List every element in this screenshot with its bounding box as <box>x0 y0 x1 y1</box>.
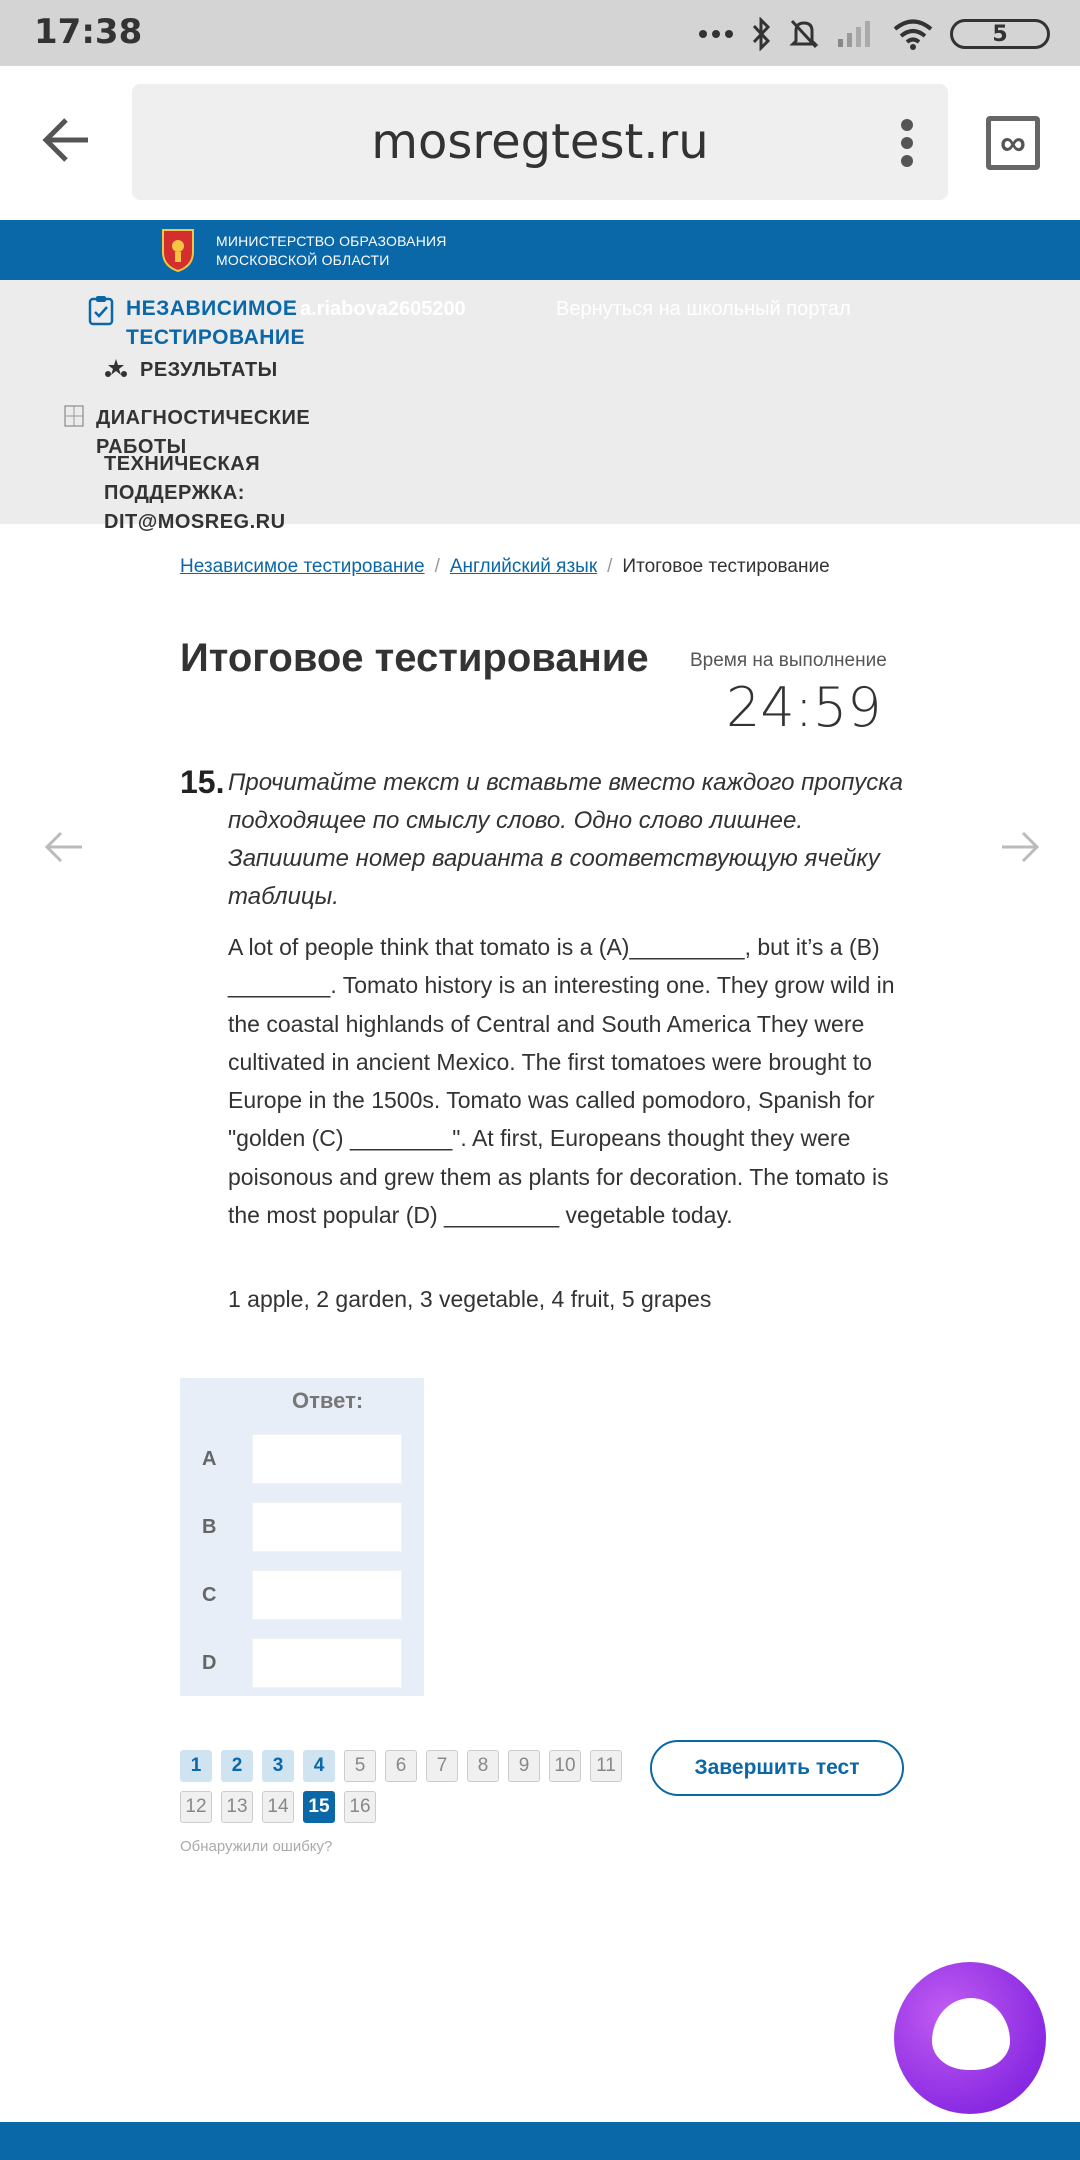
timer-label: Время на выполнение <box>690 650 887 671</box>
breadcrumb-separator: / <box>607 556 613 577</box>
report-error-link[interactable]: Обнаружили ошибку? <box>180 1838 333 1855</box>
page-button-6[interactable]: 6 <box>385 1750 417 1782</box>
answer-table <box>180 1378 424 1696</box>
page-button-15[interactable]: 15 <box>303 1791 335 1823</box>
page-button-8[interactable]: 8 <box>467 1750 499 1782</box>
answer-row <box>180 1434 424 1484</box>
voice-assistant-button[interactable] <box>894 1962 1046 2114</box>
ministry-name: МИНИСТЕРСТВО ОБРАЗОВАНИЯ МОСКОВСКОЙ ОБЛАСТИ <box>216 233 447 268</box>
address-bar[interactable] <box>132 84 948 200</box>
countdown-timer: 24:59 <box>726 676 882 739</box>
prev-question-arrow-icon[interactable] <box>44 830 84 869</box>
answer-row-label: D <box>202 1652 217 1674</box>
answer-input-a[interactable] <box>252 1434 402 1484</box>
page-button-5[interactable]: 5 <box>344 1750 376 1782</box>
nav-independent-label: НЕЗАВИСИМОЕ ТЕСТИРОВАНИЕ <box>126 297 306 349</box>
page-button-4[interactable]: 4 <box>303 1750 335 1782</box>
answer-row-label: C <box>202 1584 217 1606</box>
answer-options: 1 apple, 2 garden, 3 vegetable, 4 fruit, 5 grapes <box>228 1286 712 1312</box>
wifi-icon <box>892 18 934 50</box>
ministry-header <box>0 220 1080 280</box>
page-title: Итоговое тестирование <box>180 636 649 680</box>
page-button-13[interactable]: 13 <box>221 1791 253 1823</box>
status-icons <box>698 14 1050 54</box>
nav-independent-testing[interactable] <box>88 294 336 352</box>
nav-results-label: РЕЗУЛЬТАТЫ <box>140 359 278 381</box>
answer-row <box>180 1502 424 1552</box>
page-button-16[interactable]: 16 <box>344 1791 376 1823</box>
return-to-portal-link[interactable]: Вернуться на школьный портал <box>556 298 851 320</box>
coat-of-arms-logo <box>160 226 196 277</box>
page-button-11[interactable]: 11 <box>590 1750 622 1782</box>
kebab-menu-icon[interactable] <box>900 118 914 173</box>
tabs-counter-icon[interactable]: ∞ <box>986 116 1040 170</box>
page-button-10[interactable]: 10 <box>549 1750 581 1782</box>
page-button-2[interactable]: 2 <box>221 1750 253 1782</box>
answer-input-b[interactable] <box>252 1502 402 1552</box>
breadcrumb-current: Итоговое тестирование <box>622 556 830 577</box>
clipboard-check-icon <box>88 294 114 331</box>
browser-toolbar <box>0 66 1080 220</box>
page-button-3[interactable]: 3 <box>262 1750 294 1782</box>
next-question-arrow-icon[interactable] <box>1000 830 1040 869</box>
answer-row-label: B <box>202 1516 217 1538</box>
nav-menu-overlay <box>0 280 1080 533</box>
answer-row-label: A <box>202 1448 217 1470</box>
answer-row <box>180 1570 424 1620</box>
back-arrow-icon[interactable] <box>40 116 92 169</box>
breadcrumb <box>180 556 830 578</box>
page-button-12[interactable]: 12 <box>180 1791 212 1823</box>
page-button-7[interactable]: 7 <box>426 1750 458 1782</box>
status-bar <box>0 0 1080 66</box>
question-instruction: Прочитайте текст и вставьте вместо каждого пропуска подходящее по смыслу слово. Одно слово лишнее. Запишите номер варианта в соответствующую ячейку таблицы. <box>228 769 903 910</box>
status-time: 17:38 <box>34 12 143 52</box>
question-text: A lot of people think that tomato is a (A)_________, but it’s a (B) ________. Tomato history is an interesting one. They grow wild in the coastal highlands of Central and South America They were cultivated in ancient Mexico. The first tomatoes were brought to Europe in the 1500s. Tomato was called pomodoro, Spanish for "golden (C) ________". At first, Europeans thought they were poisonous and grew them as plants for decoration. The tomato is the most popular (D) _________ vegetable today. <box>228 934 895 1229</box>
answer-row <box>180 1638 424 1688</box>
page-button-1[interactable]: 1 <box>180 1750 212 1782</box>
url-text: mosregtest.ru <box>371 114 709 170</box>
bluetooth-icon <box>750 17 772 51</box>
nav-support[interactable]: ТЕХНИЧЕСКАЯ ПОДДЕРЖКА: DIT@MOSREG.RU <box>104 453 286 533</box>
page-button-9[interactable]: 9 <box>508 1750 540 1782</box>
finish-test-button[interactable]: Завершить тест <box>650 1740 904 1796</box>
answer-input-d[interactable] <box>252 1638 402 1688</box>
user-name[interactable]: a.riabova2605200 <box>300 298 466 320</box>
nav-diagnostic-label: ДИАГНОСТИЧЕСКИЕ РАБОТЫ <box>96 407 311 458</box>
signal-icon <box>836 19 876 49</box>
answer-title: Ответ: <box>292 1388 364 1413</box>
breadcrumb-independent-testing[interactable]: Независимое тестирование <box>180 556 425 577</box>
stars-icon <box>104 358 128 383</box>
breadcrumb-english[interactable]: Английский язык <box>449 556 598 577</box>
breadcrumb-separator: / <box>434 556 440 577</box>
abc-grid-icon <box>64 404 84 433</box>
battery-icon: 5 <box>950 19 1050 49</box>
question-number: 15. <box>180 764 225 800</box>
bell-muted-icon <box>788 17 820 51</box>
more-dots-icon <box>698 29 734 39</box>
bottom-bar <box>0 2122 1080 2160</box>
nav-results[interactable] <box>104 358 278 383</box>
assistant-bubble-icon <box>932 1998 1010 2070</box>
answer-input-c[interactable] <box>252 1570 402 1620</box>
page-button-14[interactable]: 14 <box>262 1791 294 1823</box>
